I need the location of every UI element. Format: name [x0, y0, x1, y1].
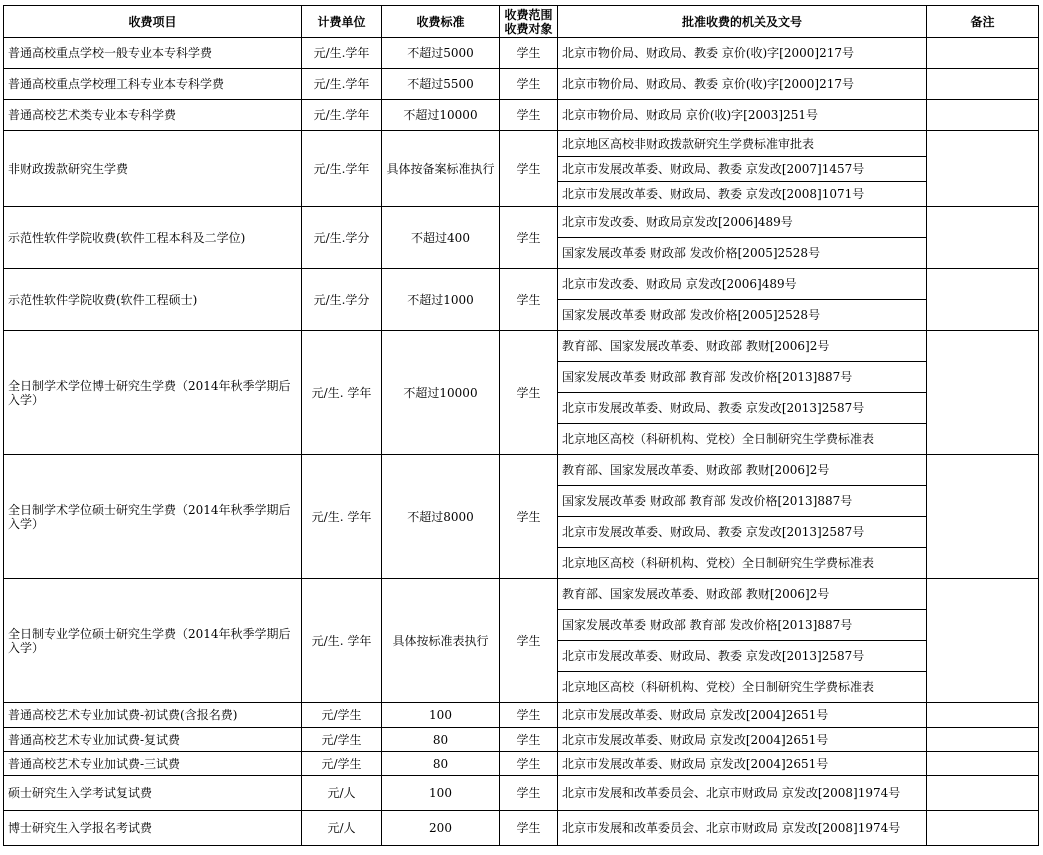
authority-doc-cell: 北京市发展改革委、财政局、教委 京发改[2013]2587号: [558, 641, 927, 672]
fee-standard-cell: 不超过8000: [382, 455, 500, 579]
table-row: [4, 131, 1039, 157]
fee-item-cell: 普通高校重点学校一般专业本专科学费: [4, 38, 302, 69]
authority-doc-cell: 北京市发展改革委、财政局、教委 京发改[2007]1457号: [558, 157, 927, 182]
fee-item-cell: 普通高校艺术类专业本专科学费: [4, 100, 302, 131]
fee-scope-cell: 学生: [500, 100, 558, 131]
header-item: 收费项目: [4, 6, 302, 38]
fee-scope-cell: 学生: [500, 331, 558, 455]
fee-scope-cell: 学生: [500, 455, 558, 579]
authority-doc-cell: 教育部、国家发展改革委、财政部 教财[2006]2号: [558, 455, 927, 486]
fee-item-cell: 全日制专业学位硕士研究生学费（2014年秋季学期后入学）: [4, 579, 302, 703]
fee-scope-cell: 学生: [500, 69, 558, 100]
table-row: [4, 776, 1039, 811]
remark-cell: [927, 331, 1039, 455]
fee-unit-cell: 元/人: [302, 811, 382, 846]
authority-doc-cell: 北京市物价局、财政局、教委 京价(收)字[2000]217号: [558, 38, 927, 69]
fee-unit-cell: 元/生. 学年: [302, 579, 382, 703]
authority-doc-cell: 北京地区高校（科研机构、党校）全日制研究生学费标准表: [558, 672, 927, 703]
table-body: [4, 38, 1039, 846]
fee-standard-cell: 80: [382, 728, 500, 752]
fee-unit-cell: 元/生.学分: [302, 269, 382, 331]
fee-item-cell: 硕士研究生入学考试复试费: [4, 776, 302, 811]
fee-unit-cell: 元/学生: [302, 728, 382, 752]
fee-table: [3, 5, 1039, 846]
fee-standard-cell: 200: [382, 811, 500, 846]
fee-standard-cell: 不超过5500: [382, 69, 500, 100]
remark-cell: [927, 269, 1039, 331]
fee-scope-cell: 学生: [500, 207, 558, 269]
table-row: [4, 38, 1039, 69]
fee-scope-cell: 学生: [500, 131, 558, 207]
remark-cell: [927, 703, 1039, 728]
fee-standard-cell: 不超过1000: [382, 269, 500, 331]
fee-unit-cell: 元/学生: [302, 752, 382, 776]
fee-item-cell: 博士研究生入学报名考试费: [4, 811, 302, 846]
table-row: [4, 69, 1039, 100]
authority-doc-cell: 北京市物价局、财政局、教委 京价(收)字[2000]217号: [558, 69, 927, 100]
header-scope-line1: 收费范围: [504, 7, 553, 22]
fee-unit-cell: 元/生.学年: [302, 131, 382, 207]
fee-item-cell: 全日制学术学位博士研究生学费（2014年秋季学期后入学）: [4, 331, 302, 455]
authority-doc-cell: 北京市发展改革委、财政局、教委 京发改[2013]2587号: [558, 517, 927, 548]
header-unit: 计费单位: [302, 6, 382, 38]
remark-cell: [927, 100, 1039, 131]
remark-cell: [927, 728, 1039, 752]
fee-unit-cell: 元/生. 学年: [302, 455, 382, 579]
table-row: [4, 703, 1039, 728]
authority-doc-cell: 北京地区高校（科研机构、党校）全日制研究生学费标准表: [558, 424, 927, 455]
fee-unit-cell: 元/人: [302, 776, 382, 811]
fee-standard-cell: 100: [382, 703, 500, 728]
table-row: [4, 100, 1039, 131]
header-scope-line2: 收费对象: [504, 21, 553, 36]
fee-unit-cell: 元/生. 学年: [302, 331, 382, 455]
fee-unit-cell: 元/生.学年: [302, 100, 382, 131]
authority-doc-cell: 国家发展改革委 财政部 发改价格[2005]2528号: [558, 300, 927, 331]
fee-item-cell: 普通高校艺术专业加试费-初试费(含报名费): [4, 703, 302, 728]
authority-doc-cell: 北京市发展改革委、财政局 京发改[2004]2651号: [558, 703, 927, 728]
remark-cell: [927, 811, 1039, 846]
header-standard: 收费标准: [382, 6, 500, 38]
fee-standard-cell: 具体按备案标准执行: [382, 131, 500, 207]
remark-cell: [927, 131, 1039, 207]
table-row: [4, 728, 1039, 752]
header-row: [4, 6, 1039, 38]
table-row: [4, 331, 1039, 362]
remark-cell: [927, 38, 1039, 69]
fee-item-cell: 示范性软件学院收费(软件工程硕士): [4, 269, 302, 331]
fee-standard-cell: 80: [382, 752, 500, 776]
table-row: [4, 811, 1039, 846]
authority-doc-cell: 北京市发展和改革委员会、北京市财政局 京发改[2008]1974号: [558, 776, 927, 811]
fee-item-cell: 普通高校重点学校理工科专业本专科学费: [4, 69, 302, 100]
fee-unit-cell: 元/学生: [302, 703, 382, 728]
fee-scope-cell: 学生: [500, 776, 558, 811]
fee-scope-cell: 学生: [500, 752, 558, 776]
authority-doc-cell: 国家发展改革委 财政部 教育部 发改价格[2013]887号: [558, 486, 927, 517]
fee-standard-cell: 不超过5000: [382, 38, 500, 69]
header-remark: 备注: [927, 6, 1039, 38]
fee-scope-cell: 学生: [500, 38, 558, 69]
fee-scope-cell: 学生: [500, 269, 558, 331]
fee-standard-cell: 不超过10000: [382, 331, 500, 455]
fee-unit-cell: 元/生.学年: [302, 69, 382, 100]
fee-scope-cell: 学生: [500, 728, 558, 752]
fee-item-cell: 普通高校艺术专业加试费-复试费: [4, 728, 302, 752]
fee-standard-cell: 不超过10000: [382, 100, 500, 131]
remark-cell: [927, 69, 1039, 100]
fee-standard-cell: 具体按标准表执行: [382, 579, 500, 703]
table-row: [4, 207, 1039, 238]
remark-cell: [927, 455, 1039, 579]
authority-doc-cell: 北京市物价局、财政局 京价(收)字[2003]251号: [558, 100, 927, 131]
fee-item-cell: 普通高校艺术专业加试费-三试费: [4, 752, 302, 776]
remark-cell: [927, 207, 1039, 269]
remark-cell: [927, 776, 1039, 811]
authority-doc-cell: 北京市发展和改革委员会、北京市财政局 京发改[2008]1974号: [558, 811, 927, 846]
authority-doc-cell: 国家发展改革委 财政部 教育部 发改价格[2013]887号: [558, 610, 927, 641]
table-row: [4, 269, 1039, 300]
authority-doc-cell: 国家发展改革委 财政部 教育部 发改价格[2013]887号: [558, 362, 927, 393]
authority-doc-cell: 北京市发改委、财政局京发改[2006]489号: [558, 207, 927, 238]
header-scope: [500, 6, 558, 38]
authority-doc-cell: 北京市发展改革委、财政局、教委 京发改[2008]1071号: [558, 182, 927, 207]
authority-doc-cell: 北京市发改委、财政局 京发改[2006]489号: [558, 269, 927, 300]
header-authority: 批准收费的机关及文号: [558, 6, 927, 38]
fee-scope-cell: 学生: [500, 579, 558, 703]
remark-cell: [927, 752, 1039, 776]
fee-item-cell: 非财政拨款研究生学费: [4, 131, 302, 207]
table-row: [4, 455, 1039, 486]
fee-standard-cell: 100: [382, 776, 500, 811]
authority-doc-cell: 国家发展改革委 财政部 发改价格[2005]2528号: [558, 238, 927, 269]
fee-scope-cell: 学生: [500, 703, 558, 728]
remark-cell: [927, 579, 1039, 703]
fee-unit-cell: 元/生.学年: [302, 38, 382, 69]
authority-doc-cell: 教育部、国家发展改革委、财政部 教财[2006]2号: [558, 579, 927, 610]
fee-item-cell: 示范性软件学院收费(软件工程本科及二学位): [4, 207, 302, 269]
authority-doc-cell: 北京市发展改革委、财政局 京发改[2004]2651号: [558, 728, 927, 752]
fee-unit-cell: 元/生.学分: [302, 207, 382, 269]
authority-doc-cell: 北京地区高校非财政拨款研究生学费标准审批表: [558, 131, 927, 157]
authority-doc-cell: 北京地区高校（科研机构、党校）全日制研究生学费标准表: [558, 548, 927, 579]
authority-doc-cell: 北京市发展改革委、财政局、教委 京发改[2013]2587号: [558, 393, 927, 424]
table-row: [4, 752, 1039, 776]
table-row: [4, 579, 1039, 610]
fee-scope-cell: 学生: [500, 811, 558, 846]
authority-doc-cell: 教育部、国家发展改革委、财政部 教财[2006]2号: [558, 331, 927, 362]
fee-item-cell: 全日制学术学位硕士研究生学费（2014年秋季学期后入学）: [4, 455, 302, 579]
authority-doc-cell: 北京市发展改革委、财政局 京发改[2004]2651号: [558, 752, 927, 776]
fee-standard-cell: 不超过400: [382, 207, 500, 269]
